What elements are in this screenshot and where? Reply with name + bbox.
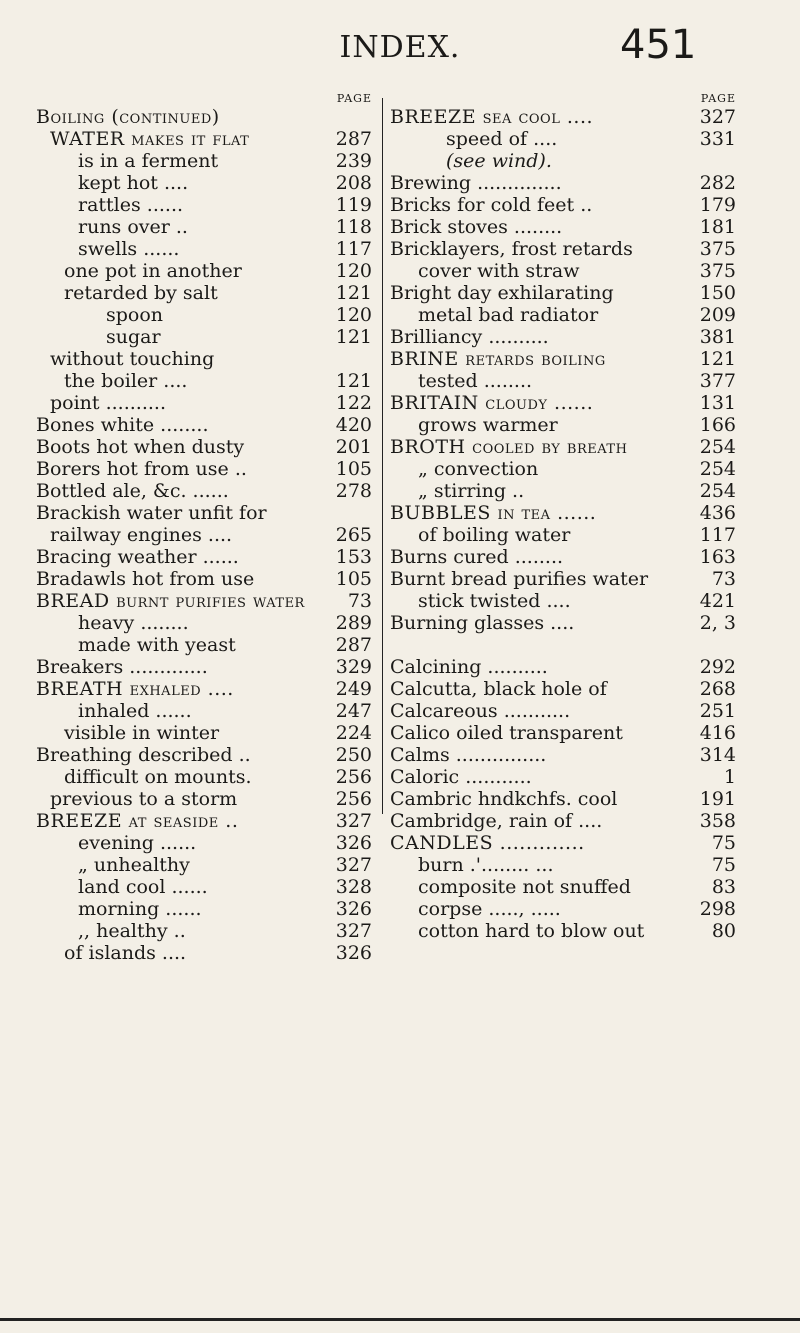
entry-text: corpse ....., ..... [418,898,561,920]
index-entry [36,854,372,876]
entry-text: BREEZE sea cool .... [390,106,594,128]
index-entry [390,700,736,722]
entry-text: kept hot .... [78,172,189,194]
entry-text: previous to a storm [50,788,238,810]
entry-page: 375 [699,238,736,260]
entry-page: 209 [699,304,736,326]
index-entry [36,216,372,238]
entry-page: 254 [699,458,736,480]
entry-text: difficult on mounts. [64,766,252,788]
index-entry [36,524,372,546]
entry-text: „ stirring .. [418,480,525,502]
entry-page: 327 [335,920,372,942]
index-entry [390,106,736,128]
index-entry [390,502,736,524]
entry-page: 105 [335,568,372,590]
entry-text: (see wind). [446,150,552,172]
entry-page: 254 [699,480,736,502]
index-entry [390,414,736,436]
entry-text: Bright day exhilarating [390,282,614,304]
entry-text: Burns cured ........ [390,546,564,568]
entry-page: 436 [699,502,736,524]
entry-page: 292 [699,656,736,678]
entry-text: „ convection [418,458,539,480]
entry-page: 331 [699,128,736,150]
entry-page: 80 [711,920,736,942]
entry-text: speed of .... [446,128,558,150]
entry-page: 375 [699,260,736,282]
entry-text: inhaled ...... [78,700,192,722]
entry-text: BUBBLES in tea ...... [390,502,597,524]
index-entry [36,832,372,854]
page-number: 451 [620,22,697,68]
index-entry [36,898,372,920]
index-entry [36,238,372,260]
entry-text: Calcareous ........... [390,700,571,722]
index-entry [36,656,372,678]
entry-page: 254 [699,436,736,458]
entry-text: burn .'........ ... [418,854,554,876]
index-entry [36,458,372,480]
entry-page: 224 [335,722,372,744]
entry-page: 83 [711,876,736,898]
entry-text: of islands .... [64,942,187,964]
entry-text: Burnt bread purifies water [390,568,649,590]
index-entry [36,766,372,788]
entry-page: 358 [699,810,736,832]
entry-text: Borers hot from use .. [36,458,247,480]
entry-text: runs over .. [78,216,188,238]
entry-text: Calms ............... [390,744,547,766]
entry-text: the boiler .... [64,370,188,392]
index-entry [36,942,372,964]
entry-text: Boiling (continued) [36,106,220,128]
index-entry [390,898,736,920]
index-entry [36,414,372,436]
entry-page: 73 [347,590,372,612]
entry-page: 268 [699,678,736,700]
index-entry [390,370,736,392]
entry-text: BROTH cooled by breath [390,436,628,458]
index-entry [390,568,736,590]
index-entry [36,304,372,326]
entry-page: 179 [699,194,736,216]
entry-page: 326 [335,942,372,964]
index-entry [36,326,372,348]
index-entry [390,216,736,238]
index-entry [390,832,736,854]
entry-page: 166 [699,414,736,436]
entry-text: grows warmer [418,414,558,436]
entry-page: 120 [335,260,372,282]
index-entry [36,392,372,414]
entry-page: 239 [335,150,372,172]
entry-page: 75 [711,854,736,876]
entry-text: Cambridge, rain of .... [390,810,603,832]
entry-text: railway engines .... [50,524,233,546]
entry-text: Brick stoves ........ [390,216,563,238]
index-entry [390,744,736,766]
index-entry [36,194,372,216]
index-entry [36,480,372,502]
entry-text: one pot in another [64,260,242,282]
index-entry [36,810,372,832]
entry-page: 327 [335,810,372,832]
entry-text: Bottled ale, &c. ...... [36,480,229,502]
entry-text: Brackish water unfit for [36,502,267,524]
index-entry [36,502,372,524]
entry-text: Brewing .............. [390,172,562,194]
entry-text: retarded by salt [64,282,218,304]
index-entry [36,744,372,766]
entry-page: 256 [335,788,372,810]
index-entry [390,238,736,260]
index-entry [390,392,736,414]
index-entry [390,656,736,678]
entry-page: 1 [723,766,736,788]
index-entry [390,458,736,480]
entry-text: metal bad radiator [418,304,599,326]
entry-page: 208 [335,172,372,194]
index-entry [390,282,736,304]
index-entry [390,436,736,458]
entry-text: BREATH exhaled .... [36,678,234,700]
entry-text: Calcining .......... [390,656,548,678]
entry-text: CANDLES ............. [390,832,585,854]
entry-page: 131 [699,392,736,414]
index-entry [36,436,372,458]
entry-page: 256 [335,766,372,788]
entry-page: 420 [335,414,372,436]
index-entry [390,612,736,634]
entry-text: without touching [50,348,215,370]
index-entry [390,766,736,788]
entry-text: cover with straw [418,260,580,282]
entry-page: 105 [335,458,372,480]
index-entry [36,260,372,282]
entry-page: 329 [335,656,372,678]
entry-text: land cool ...... [78,876,208,898]
left-column [36,92,372,964]
entry-page: 201 [335,436,372,458]
entry-text: of boiling water [418,524,571,546]
index-entry [36,876,372,898]
entry-page: 421 [699,590,736,612]
entry-page: 377 [699,370,736,392]
entry-text: WATER makes it flat [50,128,250,150]
entry-text: composite not snuffed [418,876,631,898]
entry-page: 163 [699,546,736,568]
spacer [390,634,736,656]
entry-text: Bones white ........ [36,414,209,436]
entry-text: cotton hard to blow out [418,920,645,942]
index-entry [36,348,372,370]
entry-text: Breathing described .. [36,744,251,766]
index-entry [390,876,736,898]
entry-page: 328 [335,876,372,898]
index-entry [390,260,736,282]
index-entry [390,194,736,216]
entry-text: BRITAIN cloudy ...... [390,392,594,414]
entry-text: Burning glasses .... [390,612,575,634]
index-entry [36,128,372,150]
entry-page: 247 [335,700,372,722]
page-title: INDEX. [339,30,461,65]
entry-text: tested ........ [418,370,533,392]
entry-text: swells ...... [78,238,180,260]
entry-page: 191 [699,788,736,810]
index-entry [390,326,736,348]
index-entry [390,854,736,876]
entry-page: 326 [335,898,372,920]
entry-page: 181 [699,216,736,238]
index-entry [390,304,736,326]
entry-text: evening ...... [78,832,197,854]
index-entry [36,546,372,568]
entry-text: Breakers ............. [36,656,208,678]
entry-page: 75 [711,832,736,854]
entry-text: sugar [106,326,161,348]
entry-page: 314 [699,744,736,766]
index-entry [36,150,372,172]
entry-page: 265 [335,524,372,546]
entry-text: heavy ........ [78,612,189,634]
entry-page: 289 [335,612,372,634]
entry-page: 298 [699,898,736,920]
entry-page: 119 [335,194,372,216]
entry-text: Bricklayers, frost retards [390,238,633,260]
entry-page: 381 [699,326,736,348]
entry-text: Bricks for cold feet .. [390,194,593,216]
entry-text: BRINE retards boiling [390,348,606,370]
entry-text: Bracing weather ...... [36,546,239,568]
index-entry [390,480,736,502]
index-entry [36,612,372,634]
entry-page: 327 [335,854,372,876]
index-entry [36,722,372,744]
index-entry [390,128,736,150]
entry-text: Cambric hndkchfs. cool [390,788,618,810]
bottom-rule [0,1318,800,1321]
index-entry [390,788,736,810]
entry-text: morning ...... [78,898,202,920]
entry-text: stick twisted .... [418,590,571,612]
entry-text: Brilliancy .......... [390,326,549,348]
index-entry [36,282,372,304]
index-entry [390,150,736,172]
entry-page: 117 [335,238,372,260]
index-entry [36,788,372,810]
entry-page: 150 [699,282,736,304]
entry-page: 121 [335,370,372,392]
index-entry [36,920,372,942]
entry-text: point .......... [50,392,166,414]
entry-page: 121 [699,348,736,370]
entry-page: 153 [335,546,372,568]
entry-text: rattles ...... [78,194,184,216]
entry-page: 250 [335,744,372,766]
entry-text: spoon [106,304,164,326]
entry-text: „ unhealthy [78,854,190,876]
index-entry [390,546,736,568]
index-entry [36,568,372,590]
entry-text: is in a ferment [78,150,219,172]
page-column-label: PAGE [700,92,736,105]
entry-page: 73 [711,568,736,590]
index-entry [36,634,372,656]
entry-page: 2, 3 [699,612,736,634]
index-entry [390,810,736,832]
entry-page: 278 [335,480,372,502]
entry-page: 287 [335,634,372,656]
entry-page: 121 [335,326,372,348]
entry-text: BREEZE at seaside .. [36,810,239,832]
index-entry [36,678,372,700]
index-entry [390,590,736,612]
entry-page: 327 [699,106,736,128]
entry-text: Boots hot when dusty [36,436,245,458]
entry-page: 251 [699,700,736,722]
entry-page: 117 [699,524,736,546]
index-entry [36,590,372,612]
entry-page: 120 [335,304,372,326]
index-entry [390,172,736,194]
right-column [390,92,736,942]
index-entry [36,172,372,194]
entry-page: 282 [699,172,736,194]
column-divider [382,98,383,814]
entry-text: Caloric ........... [390,766,532,788]
entry-page: 416 [699,722,736,744]
entry-text: ,, healthy .. [78,920,186,942]
entry-page: 326 [335,832,372,854]
entry-text: Calcutta, black hole of [390,678,607,700]
entry-text: made with yeast [78,634,236,656]
entry-text: visible in winter [64,722,220,744]
entry-page: 249 [335,678,372,700]
entry-text: Bradawls hot from use [36,568,255,590]
index-entry [36,700,372,722]
index-entry [36,370,372,392]
entry-text: BREAD burnt purifies water [36,590,305,612]
index-entry [390,348,736,370]
index-entry [390,678,736,700]
entry-text: Calico oiled transparent [390,722,623,744]
page-column-label: PAGE [336,92,372,105]
entry-page: 118 [335,216,372,238]
index-entry [36,106,372,128]
index-entry [390,524,736,546]
index-entry [390,722,736,744]
index-entry [390,920,736,942]
entry-page: 122 [335,392,372,414]
entry-page: 121 [335,282,372,304]
entry-page: 287 [335,128,372,150]
